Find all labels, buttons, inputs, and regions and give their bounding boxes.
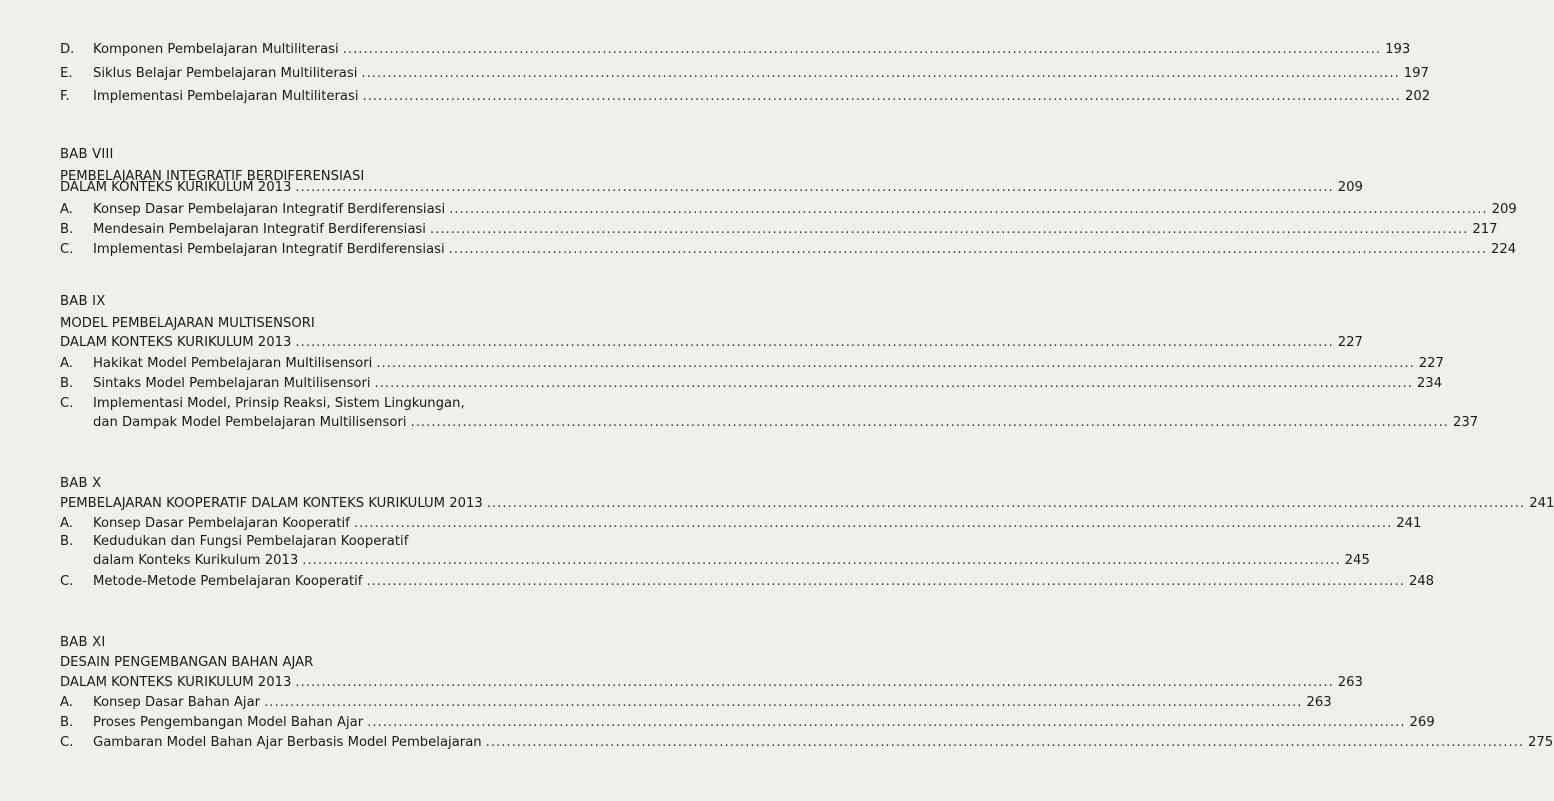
entry-letter: C. <box>60 242 74 257</box>
entry-page: 263 <box>1306 695 1332 710</box>
toc-entry-continuation <box>60 551 1370 571</box>
chapter-page: 263 <box>1337 675 1363 690</box>
chapter-label <box>60 474 540 494</box>
chapter-title-entry <box>60 673 1363 693</box>
entry-title: dalam Konteks Kurikulum 2013 <box>93 553 299 568</box>
entry-letter: B. <box>60 534 74 549</box>
chapter-page: 227 <box>1337 335 1363 350</box>
entry-letter: B. <box>60 715 74 730</box>
toc-entry <box>60 532 540 552</box>
leader-dots <box>449 200 1487 220</box>
leader-dots <box>486 733 1524 753</box>
leader-dots <box>430 220 1468 240</box>
entry-title: dan Dampak Model Pembelajaran Multilisensori <box>93 415 407 430</box>
toc-entry <box>60 394 540 414</box>
toc-entry <box>60 693 1332 713</box>
entry-title: Konsep Dasar Pembelajaran Integratif Berdiferensiasi <box>93 202 446 217</box>
toc-entry-continuation <box>60 413 1479 433</box>
entry-page: 217 <box>1472 222 1498 237</box>
entry-letter: C. <box>60 396 74 411</box>
chapter-title <box>60 314 540 334</box>
chapter-number: BAB VIII <box>60 147 114 162</box>
leader-dots <box>411 413 1449 433</box>
leader-dots <box>295 673 1333 693</box>
chapter-title-line: DALAM KONTEKS KURIKULUM 2013 <box>60 675 292 690</box>
entry-page: 237 <box>1452 415 1479 430</box>
chapter-label <box>60 145 540 165</box>
chapter-page: 209 <box>1337 180 1363 195</box>
entry-page: 202 <box>1404 89 1431 104</box>
entry-title: Sintaks Model Pembelajaran Multilisensori <box>93 376 371 391</box>
entry-title: Mendesain Pembelajaran Integratif Berdiferensiasi <box>93 222 426 237</box>
chapter-title-entry <box>60 333 1363 353</box>
entry-page: 209 <box>1491 202 1517 217</box>
entry-title: Implementasi Pembelajaran Multiliterasi <box>93 89 359 104</box>
chapter-number: BAB IX <box>60 294 106 309</box>
entry-letter: D. <box>60 42 75 57</box>
leader-dots <box>354 514 1392 534</box>
entry-title: Proses Pengembangan Model Bahan Ajar <box>93 715 364 730</box>
toc-entry <box>60 200 1517 220</box>
entry-title: Siklus Belajar Pembelajaran Multiliterasi <box>93 66 358 81</box>
entry-page: 245 <box>1344 553 1370 568</box>
chapter-title-line: PEMBELAJARAN KOOPERATIF DALAM KONTEKS KURIKULUM 2013 <box>60 496 483 511</box>
entry-title: Implementasi Pembelajaran Integratif Berdiferensiasi <box>93 242 445 257</box>
entry-title: Konsep Dasar Pembelajaran Kooperatif <box>93 516 350 531</box>
entry-letter: A. <box>60 695 73 710</box>
chapter-title-line: PEMBELAJARAN INTEGRATIF BERDIFERENSIASI <box>60 169 365 184</box>
entry-page: 193 <box>1385 42 1411 57</box>
leader-dots <box>367 713 1405 733</box>
entry-title: Konsep Dasar Bahan Ajar <box>93 695 261 710</box>
entry-page: 275 <box>1528 735 1554 750</box>
entry-page: 241 <box>1396 516 1422 531</box>
chapter-title-line: DESAIN PENGEMBANGAN BAHAN AJAR <box>60 655 314 670</box>
entry-page: 197 <box>1403 66 1429 81</box>
entry-page: 234 <box>1416 376 1443 391</box>
leader-dots <box>302 551 1340 571</box>
entry-title: Kedudukan dan Fungsi Pembelajaran Kooperatif <box>93 534 409 549</box>
toc-entry <box>60 64 1429 84</box>
toc-entry <box>60 220 1498 240</box>
chapter-title-line: DALAM KONTEKS KURIKULUM 2013 <box>60 335 292 350</box>
toc-entry <box>60 733 1554 753</box>
leader-dots <box>366 572 1404 592</box>
leader-dots <box>361 64 1399 84</box>
chapter-number: BAB X <box>60 476 102 491</box>
leader-dots <box>295 178 1333 198</box>
chapter-label <box>60 292 540 312</box>
leader-dots <box>375 374 1413 394</box>
entry-letter: F. <box>60 89 70 104</box>
entry-title: Komponen Pembelajaran Multiliterasi <box>93 42 339 57</box>
chapter-number: BAB XI <box>60 635 106 650</box>
entry-title: Implementasi Model, Prinsip Reaksi, Sistem Lingkungan, <box>93 396 465 411</box>
toc-entry <box>60 514 1422 534</box>
leader-dots <box>264 693 1302 713</box>
entry-title: Hakikat Model Pembelajaran Multilisensori <box>93 356 373 371</box>
leader-dots <box>363 87 1401 107</box>
entry-letter: B. <box>60 376 74 391</box>
toc-entry <box>60 374 1443 394</box>
chapter-title-entry <box>60 178 1363 198</box>
toc-entry <box>60 572 1435 592</box>
chapter-label <box>60 633 540 653</box>
leader-dots <box>449 240 1487 260</box>
entry-letter: A. <box>60 516 73 531</box>
entry-letter: E. <box>60 66 73 81</box>
leader-dots <box>487 494 1525 514</box>
toc-entry <box>60 40 1411 60</box>
entry-page: 227 <box>1418 356 1444 371</box>
chapter-title-line: MODEL PEMBELAJARAN MULTISENSORI <box>60 316 315 331</box>
leader-dots <box>295 333 1333 353</box>
entry-letter: A. <box>60 202 73 217</box>
toc-entry <box>60 713 1435 733</box>
toc-entry <box>60 87 1431 107</box>
entry-letter: C. <box>60 735 74 750</box>
leader-dots <box>343 40 1381 60</box>
entry-title: Gambaran Model Bahan Ajar Berbasis Model Pembelajaran <box>93 735 482 750</box>
entry-letter: B. <box>60 222 74 237</box>
entry-letter: C. <box>60 574 74 589</box>
entry-letter: A. <box>60 356 73 371</box>
chapter-title-line: DALAM KONTEKS KURIKULUM 2013 <box>60 180 292 195</box>
chapter-title-entry <box>60 494 1554 514</box>
leader-dots <box>376 354 1414 374</box>
toc-entry <box>60 240 1517 260</box>
entry-page: 224 <box>1491 242 1517 257</box>
entry-page: 269 <box>1409 715 1435 730</box>
chapter-title <box>60 653 540 673</box>
entry-title: Metode-Metode Pembelajaran Kooperatif <box>93 574 363 589</box>
entry-page: 248 <box>1408 574 1435 589</box>
toc-entry <box>60 354 1444 374</box>
chapter-page: 241 <box>1529 496 1554 511</box>
